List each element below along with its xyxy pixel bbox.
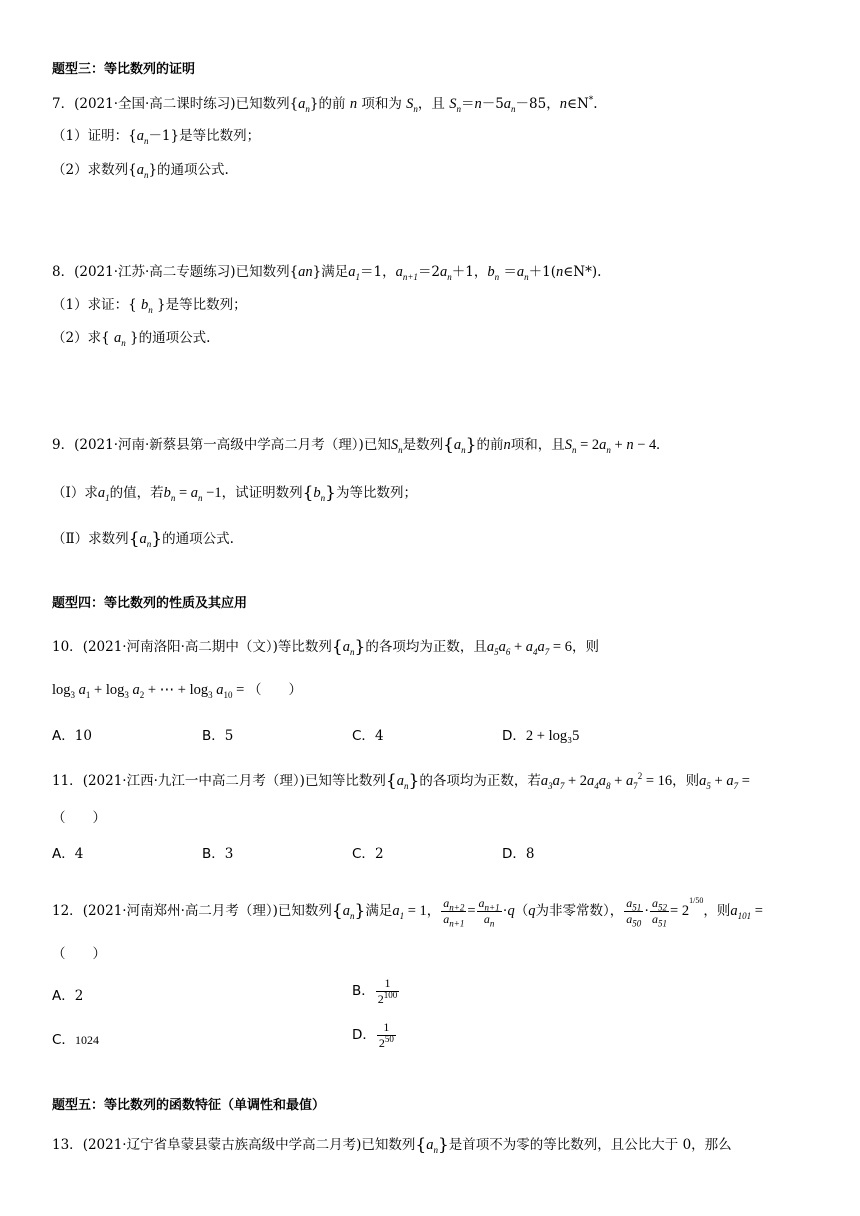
question-8-stem: 8．(2021·江苏·高二专题练习)已知数列{an}满足$a_1=1$，$a_{n+1}=2a_n+1$，$b_n$ $=a_n+1(n\in N*)$.	[52, 264, 602, 282]
question-10-expression: $\log_3 a_1 + \log_3 a_2$ + ⋯ + $\log_3 a_{10}$ = （ ）	[52, 682, 302, 700]
question-9-source: (2021·河南·新蔡县第一高级中学高二月考（理）)	[74, 437, 364, 453]
question-11-stem: 11．(2021·江西·九江一中高二月考（理）)已知等比数列$\{a_n\}$的各项均为正数，若$a_3a_7 + 2a_4a_8 + a_7^2 = 16$，则$a_5 + a_7$ =	[52, 771, 750, 791]
question-11-blank: （ ）	[52, 810, 106, 826]
question-12-stem: 12．(2021·河南郑州·高二月考（理）)已知数列$\{a_n\}$满足$a_1 = 1$， $\frac{a_{n+2}}{a_{n+1}}$ = $\frac{a_{n+1}}{a_n}$ ·q（q为非零常数）， $\frac{a_{51}}{a_{50}}$ · $\frac{a_{52}}{a_{51}}$ = $2^{1/50}$，则$a_{101}$ =	[52, 896, 763, 929]
question-12-option-b[interactable]: B． $\frac{1}{2^{100}}$	[352, 976, 398, 1006]
question-13-source: (2021·辽宁省阜蒙县蒙古族高级中学高二月考)	[82, 1137, 362, 1153]
question-10-option-b[interactable]: B．5	[202, 728, 234, 744]
question-11-source: (2021·江西·九江一中高二月考（理）)	[82, 773, 305, 789]
question-9-stem: 9．(2021·河南·新蔡县第一高级中学高二月考（理）)已知$S_n$是数列$\{a_n\}$的前n项和，且$S_n = 2a_n + n - 4$.	[52, 435, 660, 455]
question-7-source: (2021·全国·高二课时练习)	[74, 96, 236, 112]
section-heading-5: 题型五：等比数列的函数特征（单调性和最值）	[52, 1098, 326, 1113]
question-9-part-2: （Ⅱ）求数列$\{a_n\}$的通项公式.	[52, 529, 234, 549]
question-10-option-a[interactable]: A．10	[52, 728, 92, 744]
question-12-option-a[interactable]: A．2	[52, 988, 84, 1004]
question-7-part-1: （1）证明：$\{a_n-1\}$是等比数列；	[52, 128, 261, 146]
question-12-option-d[interactable]: D． $\frac{1}{2^{50}}$	[352, 1020, 394, 1050]
question-8-part-1: （1）求证：{ $b_n$ }是等比数列；	[52, 297, 247, 315]
question-7-stem: 7．(2021·全国·高二课时练习)已知数列$\{a_n\}$的前 n 项和为 $S_n$，且 $S_n=n-5a_n-85$，n∈N*.	[52, 95, 598, 114]
question-13-stem: 13．(2021·辽宁省阜蒙县蒙古族高级中学高二月考)已知数列$\{a_n\}$是首项不为零的等比数列，且公比大于 0，那么	[52, 1135, 732, 1155]
question-12-blank: （ ）	[52, 946, 106, 962]
section-heading-4: 题型四：等比数列的性质及其应用	[52, 596, 248, 611]
question-11-option-d[interactable]: D．8	[502, 846, 535, 862]
question-8-source: (2021·江苏·高二专题练习)	[74, 264, 236, 280]
question-12-option-c[interactable]: C．1024	[52, 1032, 99, 1048]
question-10-option-c[interactable]: C．4	[352, 728, 384, 744]
question-8-part-2: （2）求{ $a_n$ }的通项公式.	[52, 330, 211, 348]
question-10-stem: 10．(2021·河南洛阳·高二期中（文）)等比数列$\{a_n\}$的各项均为正数，且$a_5a_6 + a_4a_7 = 6$，则	[52, 637, 599, 657]
question-12-source: (2021·河南郑州·高二月考（理）)	[82, 903, 278, 919]
question-10-source: (2021·河南洛阳·高二期中（文）)	[82, 639, 278, 655]
question-9-part-1: （Ⅰ）求$a_1$的值，若$b_n = a_n -1$，试证明数列$\{b_n\}$为等比数列；	[52, 483, 417, 503]
question-7-part-2: （2）求数列$\{a_n\}$的通项公式.	[52, 162, 229, 180]
section-heading-3: 题型三：等比数列的证明	[52, 62, 196, 77]
question-11-option-a[interactable]: A．4	[52, 846, 84, 862]
question-11-option-c[interactable]: C．2	[352, 846, 384, 862]
question-11-option-b[interactable]: B．3	[202, 846, 234, 862]
question-10-option-d[interactable]: D．2 + log₃5	[502, 728, 580, 744]
